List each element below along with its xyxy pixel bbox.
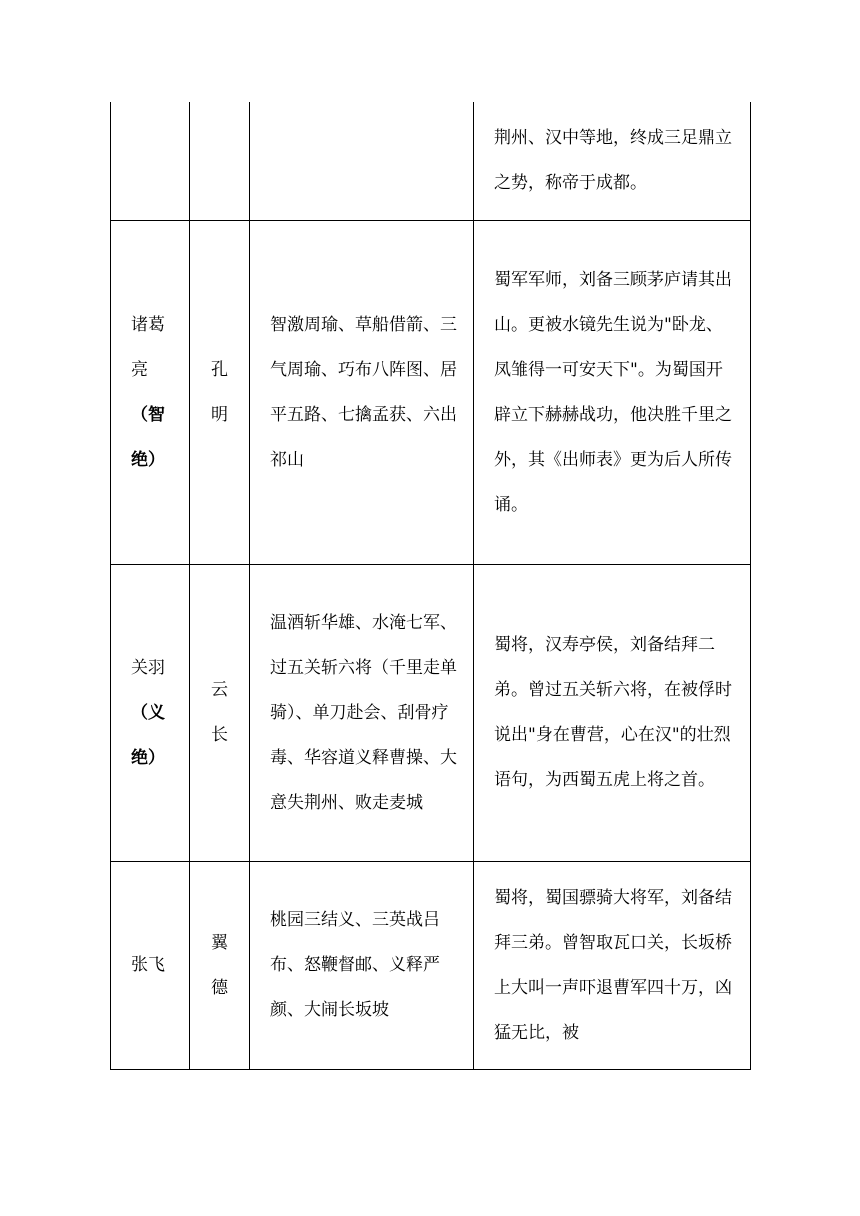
description-text: 蜀将，汉寿亭侯，刘备结拜二弟。曾过五关斩六将，在被俘时说出"身在曹营，心在汉"的壮烈语句，为西蜀五虎上将之首。 [494, 635, 732, 790]
events-text: 桃园三结义、三英战吕布、怒鞭督邮、义释严颜、大闹长坂坡 [270, 910, 440, 1020]
table-row [111, 862, 751, 1070]
character-name: 诸葛亮 [131, 314, 165, 380]
cell-name [111, 102, 190, 221]
cell-events [250, 862, 474, 1070]
character-nickname: （智绝） [131, 404, 165, 470]
table-row [111, 221, 751, 565]
events-text: 温酒斩华雄、水淹七军、过五关斩六将（千里走单骑）、单刀赴会、刮骨疗毒、华容道义释曹操、大意失荆州、败走麦城 [270, 612, 457, 813]
character-name: 关羽 [131, 657, 165, 678]
description-text: 荆州、汉中等地，终成三足鼎立之势，称帝于成都。 [494, 128, 732, 193]
cell-courtesy-name [190, 565, 250, 862]
courtesy-name: 翼德 [211, 932, 228, 998]
cell-description [474, 862, 751, 1070]
courtesy-name: 孔明 [211, 359, 228, 425]
character-name: 张飞 [131, 955, 165, 975]
cell-description [474, 221, 751, 565]
table-row [111, 565, 751, 862]
character-nickname: （义绝） [131, 702, 165, 768]
cell-description [474, 565, 751, 862]
cell-events [250, 565, 474, 862]
cell-events [250, 102, 474, 221]
character-table [110, 102, 751, 1070]
cell-name [111, 862, 190, 1070]
table-row-continued [111, 102, 751, 221]
description-text: 蜀军军师，刘备三顾茅庐请其出山。更被水镜先生说为"卧龙、凤雏得一可安天下"。为蜀国开辟立下赫赫战功，他决胜千里之外，其《出师表》更为后人所传诵。 [494, 269, 732, 515]
cell-name [111, 565, 190, 862]
cell-name [111, 221, 190, 565]
cell-description [474, 102, 751, 221]
cell-events [250, 221, 474, 565]
cell-courtesy-name [190, 102, 250, 221]
cell-courtesy-name [190, 221, 250, 565]
cell-courtesy-name [190, 862, 250, 1070]
events-text: 智激周瑜、草船借箭、三气周瑜、巧布八阵图、居平五路、七擒孟获、六出祁山 [270, 314, 457, 470]
courtesy-name: 云长 [211, 680, 228, 745]
description-text: 蜀将，蜀国骠骑大将军，刘备结拜三弟。曾智取瓦口关，长坂桥上大叫一声吓退曹军四十万，凶猛无比，被 [494, 887, 732, 1043]
